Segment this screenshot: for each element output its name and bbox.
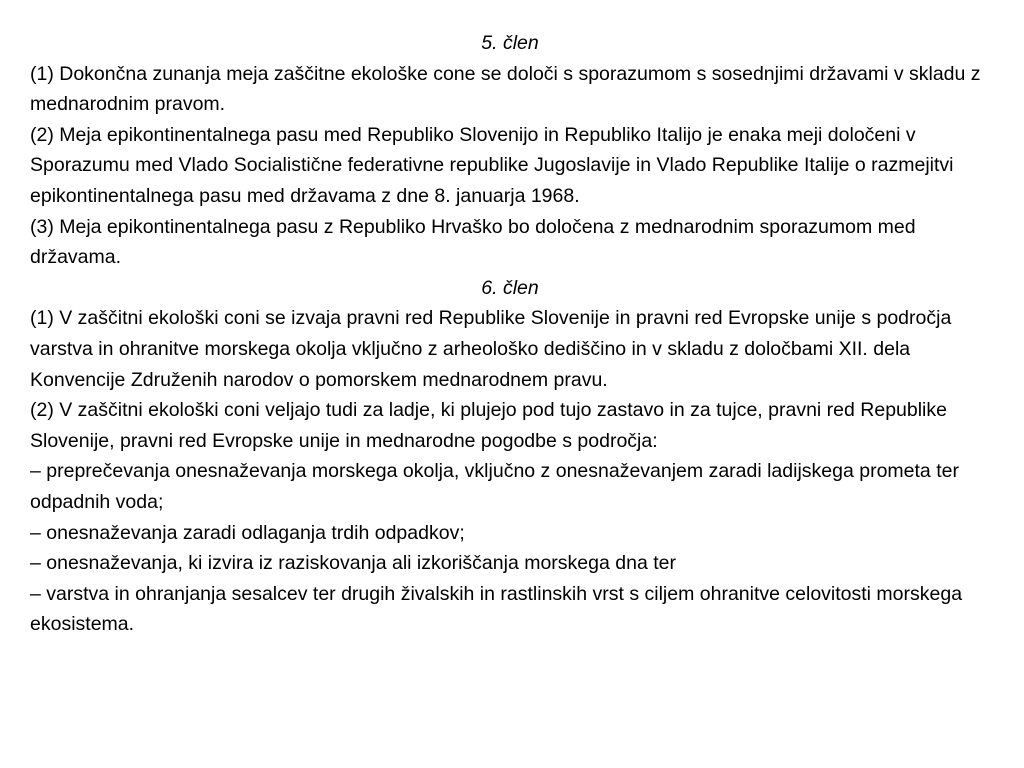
article-6-list-item-2: – onesnaževanja zaradi odlaganja trdih odpadkov;	[30, 521, 465, 544]
article-6-list-item-4: – varstva in ohranjanja sesalcev ter drugih živalskih in rastlinskih vrst s ciljem ohranitve celovitosti morskega ekosistema.	[30, 582, 963, 636]
article-5-paragraph-2: (2) Meja epikontinentalnega pasu med Republiko Slovenijo in Republiko Italijo je enaka meji določeni v Sporazumu med Vlado Socialistične federativne republike Jugoslavije in Vlado Republike Italije o razmejitvi epikontinentalnega pasu med državama z dne 8. januarja 1968.	[30, 123, 954, 207]
article-6-paragraph-1: (1) V zaščitni ekološki coni se izvaja pravni red Republike Slovenije in pravni red Evropske unije s področja varstva in ohranitve morskega okolja vključno z arheološko dediščino in v skladu z določbami XII. dela Konvencije Združenih narodov o pomorskem mednarodnem pravu.	[30, 307, 952, 391]
article-6-list-item-1: – preprečevanja onesnaževanja morskega okolja, vključno z onesnaževanjem zaradi ladijskega prometa ter odpadnih voda;	[30, 460, 959, 513]
article-5-paragraph-1: (1) Dokončna zunanja meja zaščitne ekološke cone se določi s sporazumom s sosednjimi državami v skladu z mednarodnim pravom.	[30, 62, 981, 116]
article-6-list-item-3: – onesnaževanja, ki izvira iz raziskovanja ali izkoriščanja morskega dna ter	[30, 552, 676, 575]
legal-text-body	[30, 28, 990, 640]
article-5-paragraph-3: (3) Meja epikontinentalnega pasu z Republiko Hrvaško bo določena z mednarodnim sporazumom med državama.	[30, 215, 916, 269]
article-6-heading: 6. člen	[481, 276, 539, 299]
article-5-heading: 5. člen	[481, 32, 539, 54]
article-6-paragraph-2: (2) V zaščitni ekološki coni veljajo tudi za ladje, ki plujejo pod tujo zastavo in za tujce, pravni red Republike Slovenije, pravni red Evropske unije in mednarodne pogodbe s področja:	[30, 399, 947, 452]
